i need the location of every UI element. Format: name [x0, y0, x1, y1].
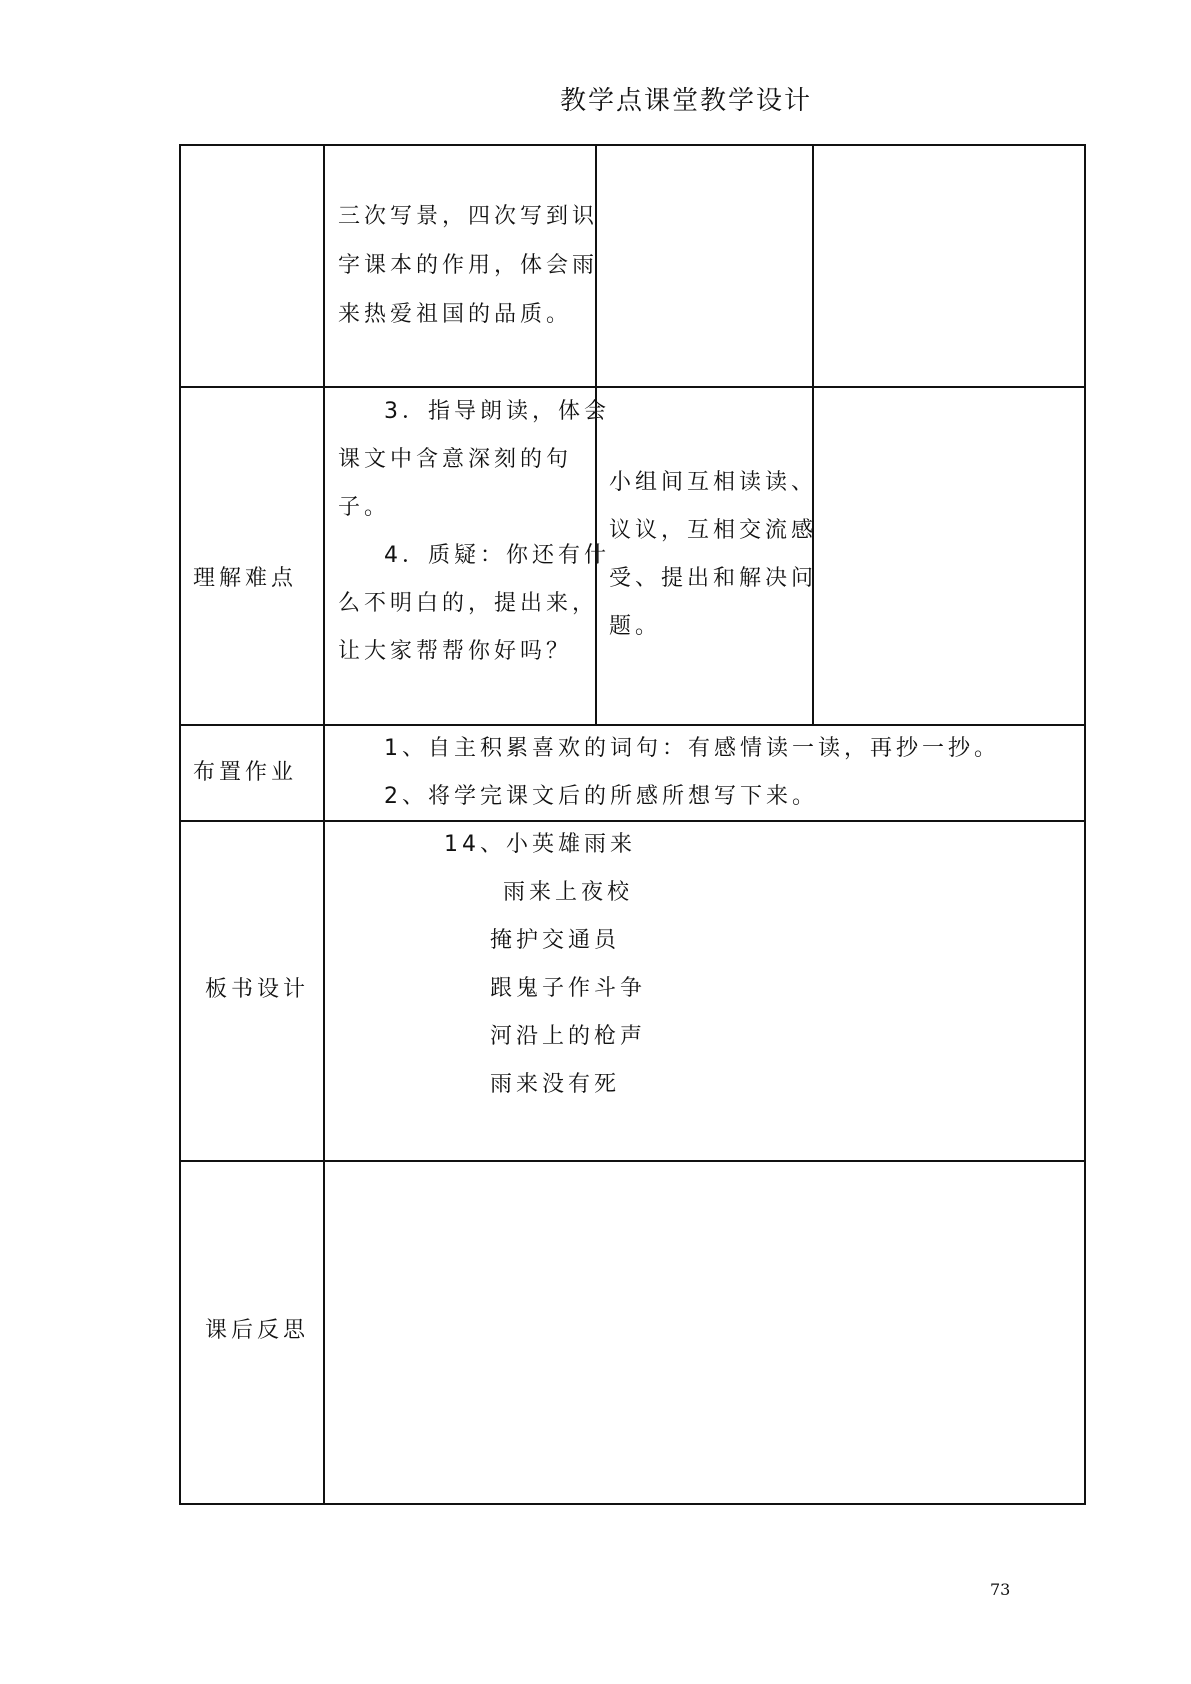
row-label: 课后反思 [205, 1318, 310, 1343]
row-divider [179, 1160, 1086, 1162]
homework-line: 2、将学完课文后的所感所想写下来。 [384, 784, 818, 809]
row-label: 布置作业 [193, 760, 298, 785]
page-number: 73 [990, 1580, 1011, 1599]
homework-line: 1、自主积累喜欢的词句：有感情读一读，再抄一抄。 [384, 736, 1000, 761]
row-label: 板书设计 [205, 977, 310, 1002]
row-divider [179, 724, 1086, 726]
content-line: 三次写景，四次写到识 [338, 204, 599, 229]
content-line: 3．指导朗读，体会 [384, 399, 610, 424]
content-line: 字课本的作用，体会雨 [338, 253, 599, 278]
board-line: 掩护交通员 [490, 928, 621, 953]
column-divider [812, 144, 814, 726]
board-line: 雨来没有死 [490, 1072, 621, 1097]
activity-line: 小组间互相读读、 [609, 470, 818, 495]
row-label: 理解难点 [193, 566, 298, 591]
content-line: 课文中含意深刻的句 [338, 447, 573, 472]
row-divider [179, 386, 1086, 388]
row-divider [179, 820, 1086, 822]
content-line: 子。 [338, 495, 391, 520]
content-line: 4．质疑：你还有什 [384, 543, 610, 568]
content-line: 么不明白的，提出来， [338, 591, 599, 616]
page-title: 教学点课堂教学设计 [560, 86, 813, 116]
column-divider [323, 144, 325, 1505]
table-border-right [1084, 144, 1086, 1505]
content-line: 让大家帮帮你好吗？ [338, 639, 573, 664]
board-line: 雨来上夜校 [503, 880, 634, 905]
activity-line: 受、提出和解决问 [609, 566, 818, 591]
table-border-top [179, 144, 1086, 146]
board-line: 河沿上的枪声 [490, 1024, 647, 1049]
table-border-bottom [179, 1503, 1086, 1505]
activity-line: 题。 [609, 614, 662, 639]
board-line: 跟鬼子作斗争 [490, 976, 647, 1001]
content-line: 来热爱祖国的品质。 [338, 302, 573, 327]
column-divider [595, 144, 597, 726]
activity-line: 议议，互相交流感 [609, 518, 818, 543]
board-title: 14、小英雄雨来 [444, 832, 636, 857]
table-border-left [179, 144, 181, 1505]
